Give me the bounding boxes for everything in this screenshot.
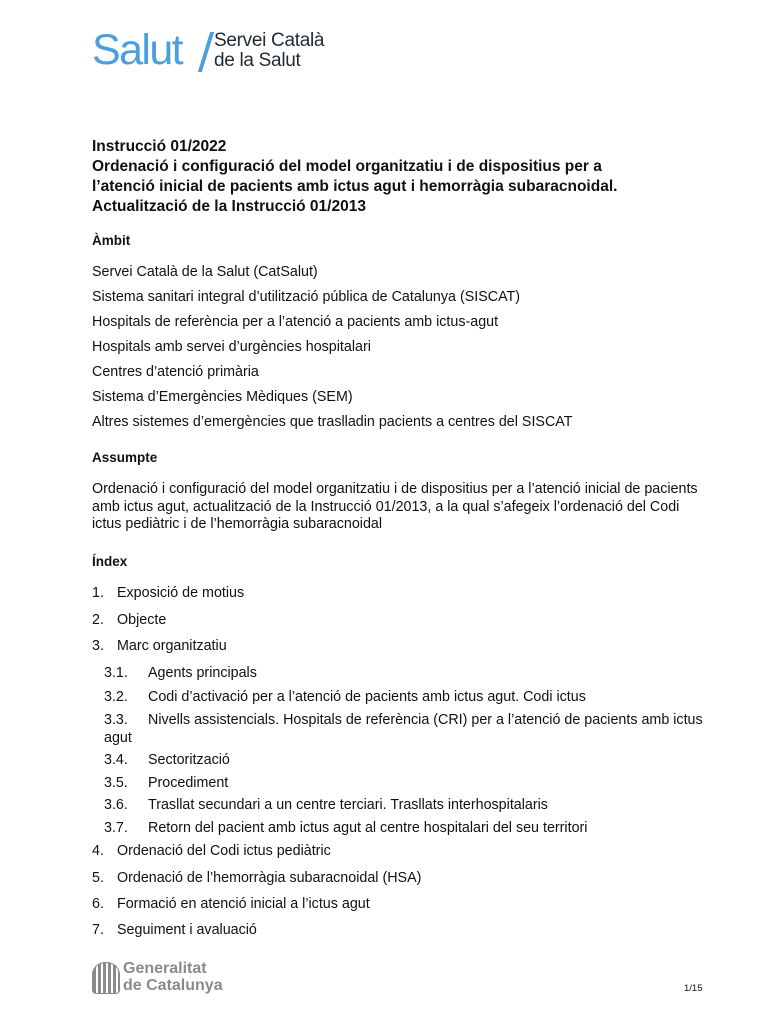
ambit-item: Altres sistemes d’emergències que traslladin pacients a centres del SISCAT [92,414,573,430]
ambit-item: Sistema sanitari integral d’utilització pública de Catalunya (SISCAT) [92,289,521,305]
index-subitem-text: Agents principals [148,665,257,681]
index-item-number: 6. [92,896,104,912]
servei-line-1: Servei Català [214,30,325,51]
index-item-text: Exposició de motius [117,585,245,601]
index-subitem [104,712,714,747]
index-item-number: 7. [92,922,104,938]
title-line-4: Actualització de la Instrucció 01/2013 [92,198,366,215]
index-item-text: Objecte [117,612,167,628]
generalitat-logo [92,960,232,996]
logo-slash [198,32,214,72]
generalitat-emblem-icon [92,962,120,994]
ambit-item: Centres d’atenció primària [92,364,259,380]
document-title [92,137,712,217]
ambit-item: Servei Català de la Salut (CatSalut) [92,264,318,280]
index-subitem-number: 3.1. [104,665,128,681]
servei-catala-logo-text [214,31,324,71]
index-subitem-text: Sectorització [148,752,230,768]
index-item-text: Ordenació de l’hemorràgia subaracnoidal (HSA) [117,870,422,886]
index-subitem-text: Procediment [148,775,229,791]
page-number: 1/15 [684,983,703,994]
index-item-number: 1. [92,585,104,601]
index-item-text: Marc organitzatiu [117,638,227,654]
index-item-number: 5. [92,870,104,886]
index-subitem-text: Trasllat secundari a un centre terciari. Trasllats interhospitalaris [148,797,548,813]
index-subitem-text: Retorn del pacient amb ictus agut al centre hospitalari del seu territori [148,820,588,836]
index-subitem-number: 3.4. [104,752,128,768]
index-subitem-number: 3.3. [104,712,128,728]
ambit-item: Sistema d’Emergències Mèdiques (SEM) [92,389,353,405]
index-subitem-number: 3.7. [104,820,128,836]
index-subitem-number: 3.2. [104,689,128,705]
servei-line-2: de la Salut [214,50,301,71]
generalitat-line-1: Generalitat [123,960,207,977]
assumpte-heading: Assumpte [92,450,158,465]
index-item-number: 3. [92,638,104,654]
ambit-item: Hospitals de referència per a l’atenció a pacients amb ictus-agut [92,314,499,330]
index-heading: Índex [92,554,128,569]
generalitat-line-2: de Catalunya [123,976,223,994]
assumpte-text: Ordenació i configuració del model organitzatiu i de dispositius per a l’atenció inicial de pacients amb ictus agut, actualització de la Instrucció 01/2013, a la qual s’afegeix l’ordenació del Codi ictus pediàtric i de l’hemorràgia subaracnoidal [92,481,698,532]
ambit-heading: Àmbit [92,233,131,248]
salut-logo-word: Salut [92,26,183,74]
index-subitem-number: 3.5. [104,775,128,791]
title-line-3: l’atenció inicial de pacients amb ictus agut i hemorràgia subaracnoidal. [92,178,618,195]
generalitat-logo-text [123,961,223,994]
index-subitem-text: Nivells assistencials. Hospitals de referència (CRI) per a l’atenció de pacients amb ictus agut [104,712,703,746]
index-item-text: Seguiment i avaluació [117,922,257,938]
index-item-text: Formació en atenció inicial a l’ictus agut [117,896,370,912]
ambit-item: Hospitals amb servei d’urgències hospitalari [92,339,371,355]
index-subitem-number: 3.6. [104,797,128,813]
index-item-number: 2. [92,612,104,628]
title-line-2: Ordenació i configuració del model organitzatiu i de dispositius per a [92,158,602,175]
index-item-text: Ordenació del Codi ictus pediàtric [117,843,331,859]
index-subitem-text: Codi d’activació per a l’atenció de pacients amb ictus agut. Codi ictus [148,689,586,705]
index-item-number: 4. [92,843,104,859]
title-line-1: Instrucció 01/2022 [92,138,227,155]
